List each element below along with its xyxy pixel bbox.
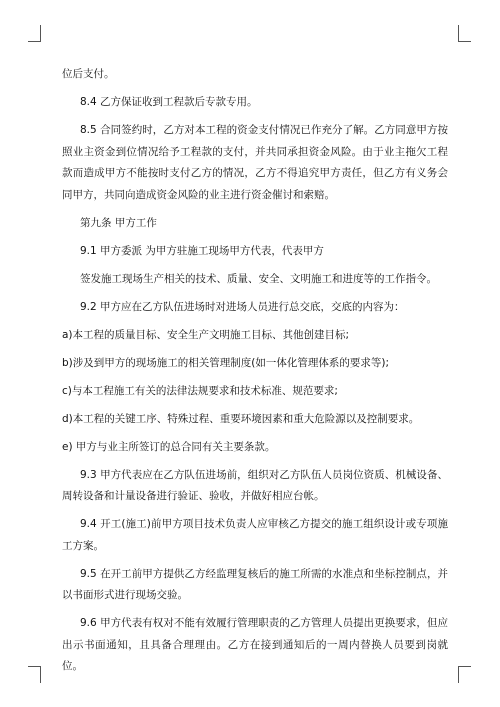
- paragraph-9-6: 9.6 甲方代表有权对不能有效履行管理职责的乙方管理人员提出更换要求，但应出示书面通知，且具备合理理由。乙方在接到通知后的一周内替换人员要到岗就位。: [62, 617, 448, 672]
- paragraph-8-5: 8.5 合同签约时，乙方对本工程的资金支付情况已作充分了解。乙方同意甲方按照业主资金到位情况给予工程款的支付，并共同承担资金风险。由于业主拖欠工程款而造成甲方不能按时支付乙方的情况，乙方不得追究甲方责任，但乙方有义务会同甲方，共同向造成资金风险的业主进行资金催讨和索赔。: [62, 124, 448, 201]
- paragraph-9-2: 9.2 甲方应在乙方队伍进场时对进场人员进行总交底，交底的内容为：: [80, 300, 405, 313]
- paragraph-9-4: 9.4 开工(施工)前甲方项目技术负责人应审核乙方提交的施工组织设计或专项施工方案。: [62, 518, 448, 552]
- crop-mark-bottom-left: [28, 666, 41, 683]
- paragraph-9-3: 9.3 甲方代表应在乙方队伍进场前，组织对乙方队伍人员岗位资质、机械设备、周转设备和计量设备进行验证、验收，并做好相应台帐。: [62, 468, 448, 502]
- section-heading-9: 第九条 甲方工作: [80, 216, 157, 229]
- crop-mark-top-left: [28, 25, 41, 42]
- list-item-e: e) 甲方与业主所签订的总合同有关主要条款。: [62, 440, 276, 453]
- list-item-c: c)与本工程施工有关的法律法规要求和技术标准、规范要求;: [62, 384, 338, 397]
- paragraph-9-1: 9.1 甲方委派 为甲方驻施工现场甲方代表，代表甲方: [80, 244, 324, 257]
- list-item-a: a)本工程的质量目标、安全生产文明施工目标、其他创建目标;: [62, 328, 350, 341]
- paragraph-8-4: 8.4 乙方保证收到工程款后专款专用。: [80, 96, 258, 108]
- document-body: [62, 64, 448, 684]
- paragraph-9-1-continued: 签发施工现场生产相关的技术、质量、安全、文明施工和进度等的工作指令。: [80, 272, 437, 285]
- list-item-b: b)涉及到甲方的现场施工的相关管理制度(如一体化管理体系的要求等);: [62, 356, 389, 369]
- crop-mark-bottom-right: [458, 666, 471, 683]
- crop-mark-top-right: [458, 25, 471, 42]
- paragraph-continuation: 位后支付。: [62, 68, 115, 80]
- list-item-d: d)本工程的关键工序、特殊过程、重要环境因素和重大危险源以及控制要求。: [62, 412, 420, 425]
- paragraph-9-5: 9.5 在开工前甲方提供乙方经监理复核后的施工所需的水准点和坐标控制点，并以书面形式进行现场交验。: [62, 567, 448, 601]
